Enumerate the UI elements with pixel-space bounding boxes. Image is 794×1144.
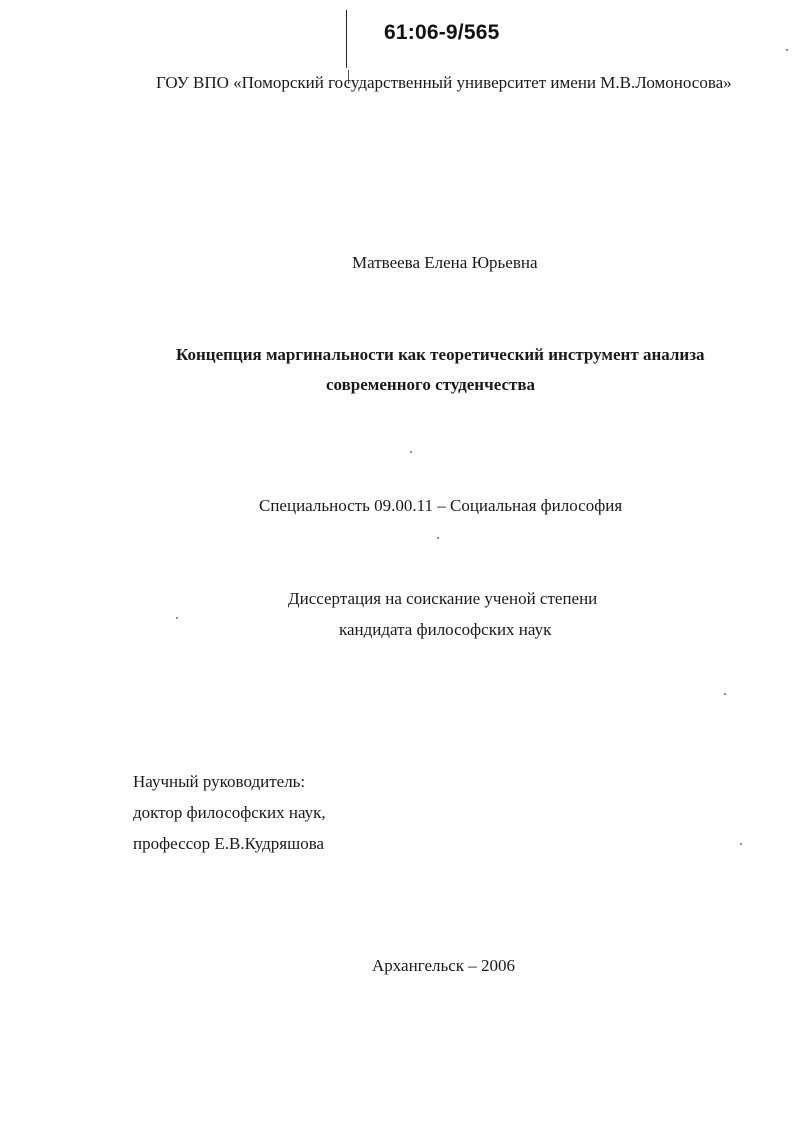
place-and-year: Архангельск – 2006 [372, 956, 516, 975]
specialty: Специальность 09.00.11 – Социальная философия [259, 496, 623, 515]
supervisor-name: профессор Е.В.Кудряшова [133, 834, 325, 853]
degree-line-1: Диссертация на соискание ученой степени [288, 589, 598, 608]
degree-line-2: кандидата философских наук [339, 620, 552, 639]
supervisor-degree: доктор философских наук, [133, 803, 326, 822]
author-name: Матвеева Елена Юрьевна [352, 253, 538, 272]
scan-speck [437, 537, 439, 539]
dissertation-title-line-1: Концепция маргинальности как теоретический инструмент анализа [176, 345, 705, 364]
scan-margin-line [346, 10, 347, 68]
scan-speck [410, 451, 412, 453]
scan-speck [724, 693, 726, 695]
scan-speck [740, 843, 742, 845]
institution-name: ГОУ ВПО «Поморский государственный университет имени М.В.Ломоносова» [156, 73, 732, 92]
library-stamp-code: 61:06-9/565 [384, 21, 500, 44]
scan-speck [786, 49, 788, 51]
scan-speck [176, 617, 178, 619]
supervisor-label: Научный руководитель: [133, 772, 306, 791]
dissertation-title-line-2: современного студенчества [326, 375, 536, 394]
